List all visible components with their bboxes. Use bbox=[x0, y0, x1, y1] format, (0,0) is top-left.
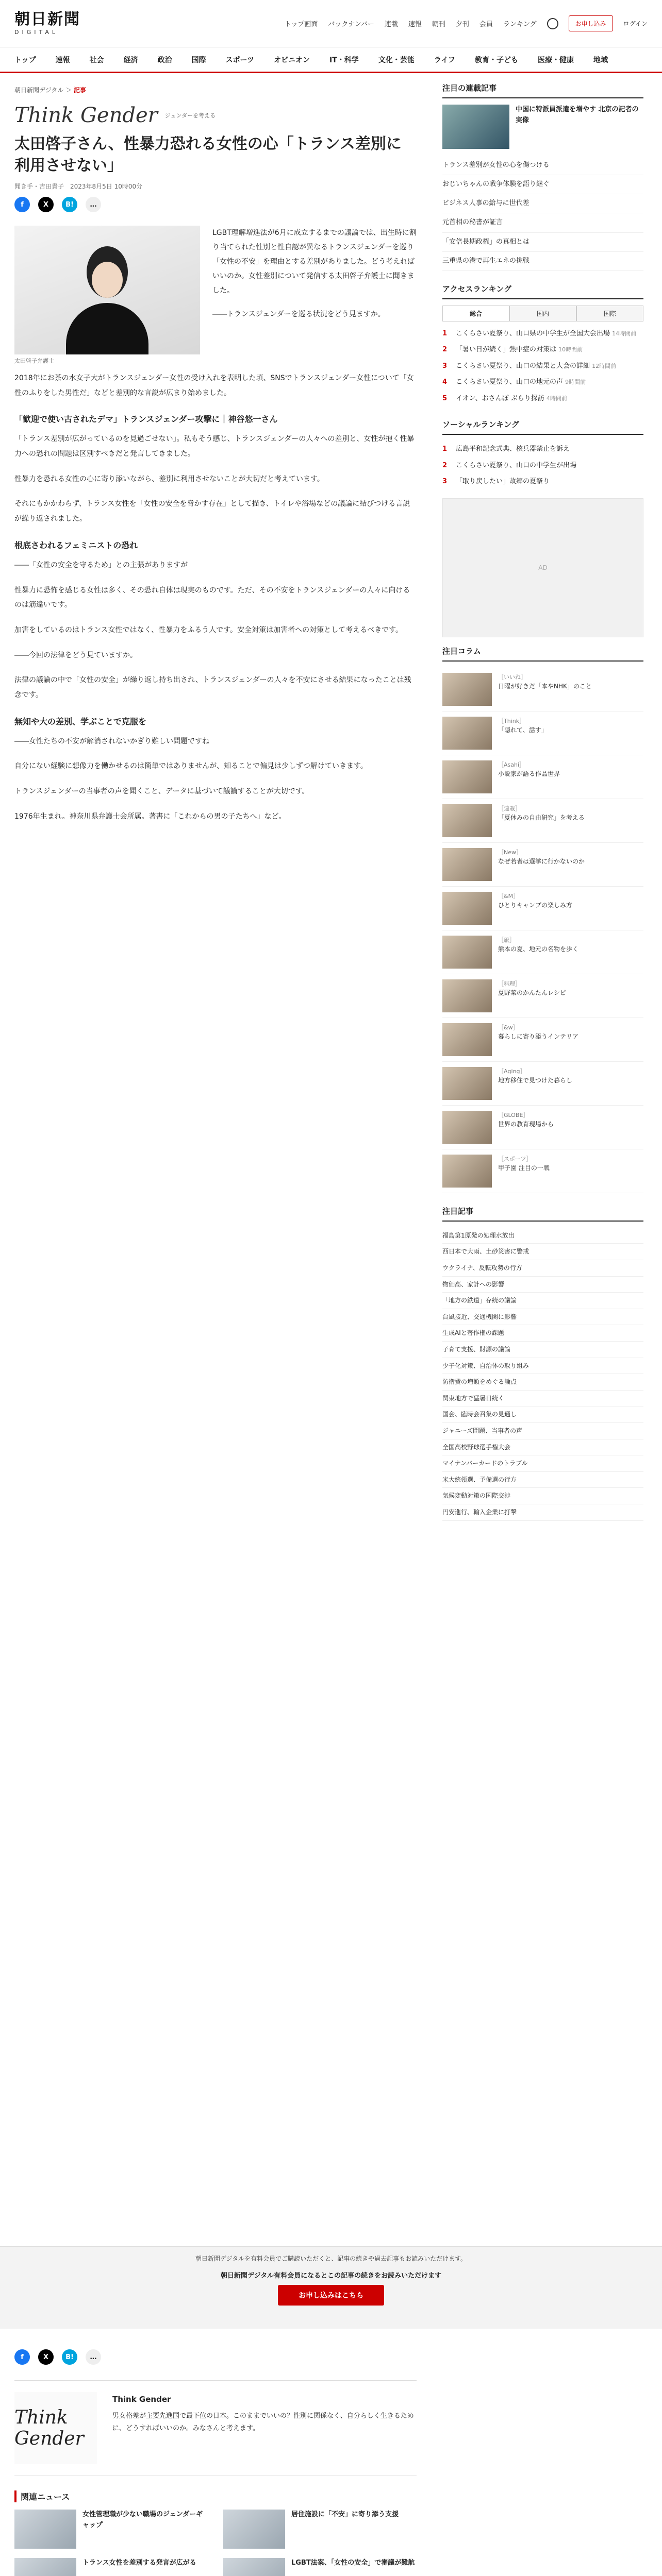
mini-item[interactable]: 西日本で大雨、土砂災害に警戒 bbox=[442, 1244, 643, 1260]
social-item[interactable]: 3 「取り戻したい」故郷の夏祭り bbox=[442, 478, 550, 486]
mini-item[interactable]: マイナンバーカードのトラブル bbox=[442, 1455, 643, 1472]
paragraph: トランスジェンダーの当事者の声を聞くこと、データに基づいて議論することが大切です。 bbox=[14, 787, 309, 795]
hatena-icon[interactable]: B! bbox=[62, 197, 77, 212]
login-button[interactable]: ログイン bbox=[623, 20, 648, 27]
ranking-tabs bbox=[442, 306, 643, 321]
breadcrumb: 朝日新聞デジタル ＞ 記事 bbox=[14, 87, 86, 94]
lead-figure bbox=[14, 226, 417, 365]
portrait-photo[interactable] bbox=[14, 226, 200, 354]
util-link[interactable]: 夕刊 bbox=[455, 21, 469, 28]
tab-international[interactable]: 国際 bbox=[576, 306, 643, 321]
related-item[interactable]: トランス女性を差別する発言が広がる bbox=[14, 2558, 208, 2576]
paragraph: 自分にない経験に想像力を働かせるのは簡単ではありませんが、知ることで偏見は少しずつ解けていきます。 bbox=[14, 762, 368, 771]
sidebar-heading bbox=[442, 82, 643, 98]
util-link[interactable]: 連載 bbox=[384, 21, 398, 28]
nav-item[interactable]: 速報 bbox=[55, 56, 70, 64]
hatena-icon[interactable]: B! bbox=[62, 2349, 77, 2365]
column-heading bbox=[442, 646, 643, 662]
rank-title: こくらさい夏祭り、山口の結果と大会の詳細 bbox=[456, 362, 590, 370]
logo-text: 朝日新聞 bbox=[14, 10, 80, 28]
logo-sub: DIGITAL bbox=[14, 29, 59, 36]
mini-item[interactable]: ジャニーズ問題、当事者の声 bbox=[442, 1423, 643, 1439]
paragraph: 加害をしているのはトランス女性ではなく、性暴力をふるう人です。安全対策は加害者への対策として考えるべきです。 bbox=[14, 625, 403, 634]
crumb-section[interactable]: 記事 bbox=[73, 87, 86, 94]
tab-domestic[interactable]: 国内 bbox=[509, 306, 576, 321]
nav-item[interactable]: 経済 bbox=[123, 56, 138, 64]
rank-time: 12時間前 bbox=[592, 362, 617, 369]
nav-item[interactable]: 社会 bbox=[89, 56, 104, 64]
utility-links bbox=[285, 15, 648, 31]
paragraph: それにもかかわらず、トランス女性を「女性の安全を脅かす存在」として描き、トイレや浴場などの議論に結びつける言説が繰り返されました。 bbox=[14, 500, 410, 523]
x-icon[interactable]: X bbox=[38, 197, 54, 212]
main-nav bbox=[0, 47, 662, 73]
nav-item[interactable]: 文化・芸能 bbox=[378, 56, 415, 64]
mini-item[interactable]: 少子化対策、自治体の取り組み bbox=[442, 1358, 643, 1375]
rank-title: 「暑い日が続く」熱中症の対策は bbox=[456, 346, 557, 354]
share-bar bbox=[14, 197, 417, 212]
column-item[interactable]: ［スポーツ］ 甲子園 注目の一戦 bbox=[442, 1149, 643, 1193]
section-heading: 根底さわれるフェミニストの恐れ bbox=[14, 540, 138, 550]
series-text: 男女格差が主要先進国で最下位の日本。このままでいいの？性別に関係なく、自分らしく生きるために、どうすればいいのか。みなさんと考えます。 bbox=[112, 2412, 414, 2433]
rank-item[interactable]: 1 こくらさい夏祭り、山口県の中学生が全国大会出場 14時間前 bbox=[442, 329, 637, 337]
util-link[interactable]: 会員 bbox=[479, 21, 493, 28]
article bbox=[14, 73, 417, 1521]
paywall-notice: 朝日新聞デジタルを有料会員でご購読いただくと、記事の続きや過去記事もお読みいただけます。 bbox=[195, 2255, 467, 2262]
sidebar-item[interactable]: おじいちゃんの戦争体験を語り継ぐ bbox=[442, 175, 643, 194]
access-title: アクセスランキング bbox=[442, 284, 512, 294]
social-item[interactable]: 2 こくらさい夏祭り、山口の中学生が出場 bbox=[442, 461, 577, 469]
related-item[interactable]: 居住施設に「不安」に寄り添う支援 bbox=[223, 2510, 417, 2549]
util-link[interactable]: ランキング bbox=[503, 21, 537, 28]
subscribe-button[interactable]: お申し込み bbox=[569, 15, 613, 31]
more-icon[interactable]: … bbox=[86, 2349, 101, 2365]
sidebar-item[interactable]: 元首相の秘書が証言 bbox=[442, 213, 643, 232]
column-item[interactable]: ［&w］ 暮らしに寄り添うインテリア bbox=[442, 1018, 643, 1062]
nav-item[interactable]: トップ bbox=[14, 56, 36, 64]
nav-item[interactable]: 教育・子ども bbox=[474, 56, 518, 64]
column-item[interactable]: ［Aging］ 地方移住で見つけた暮らし bbox=[442, 1062, 643, 1106]
mini-item[interactable]: 生成AIと著作権の課題 bbox=[442, 1325, 643, 1342]
social-heading bbox=[442, 419, 643, 435]
nav-item[interactable]: IT・科学 bbox=[329, 56, 359, 64]
paragraph: 「トランス差別が広がっているのを見過ごせない」。私もそう感じ、トランスジェンダーの人々への差別と、女性が抱く性暴力への恐れの問題は区別すべきだと発言してきました。 bbox=[14, 435, 415, 459]
rank-time: 10時間前 bbox=[558, 346, 583, 353]
util-link[interactable]: 速報 bbox=[408, 21, 422, 28]
series-box[interactable] bbox=[14, 2380, 417, 2476]
column-item[interactable]: ［連載］ 「夏休みの自由研究」を考える bbox=[442, 799, 643, 843]
mini-item[interactable]: 国会、臨時会召集の見通し bbox=[442, 1406, 643, 1423]
paywall-message: 朝日新聞デジタル有料会員になるとこの記事の続きをお読みいただけます bbox=[220, 2272, 442, 2280]
mini-item[interactable]: 関東地方で猛暑日続く bbox=[442, 1391, 643, 1407]
thumbnail bbox=[442, 105, 509, 149]
nav-item[interactable]: 政治 bbox=[157, 56, 172, 64]
series-sub: ジェンダーを考える bbox=[164, 112, 216, 119]
nav-item[interactable]: ライフ bbox=[434, 56, 455, 64]
mini-item[interactable]: 子育て支援、財源の議論 bbox=[442, 1342, 643, 1358]
column-item[interactable]: ［旅］ 熊本の夏、地元の名物を歩く bbox=[442, 930, 643, 974]
column-item[interactable]: ［GLOBE］ 世界の教育現場から bbox=[442, 1106, 643, 1149]
rank-title: イオン、おさんぽ ぶらり探訪 bbox=[456, 394, 544, 402]
column-item[interactable]: ［Asahi］ 小説家が語る作品世界 bbox=[442, 755, 643, 799]
rank-time: 9時間前 bbox=[565, 379, 586, 386]
paragraph: ――「女性の安全を守るため」との主張がありますが bbox=[14, 561, 188, 569]
paragraph: 1976年生まれ。神奈川県弁護士会所属。著書に「これからの男の子たちへ」など。 bbox=[14, 812, 286, 821]
util-link[interactable]: 朝刊 bbox=[432, 21, 445, 28]
rank-item[interactable]: 2 「暑い日が続く」熱中症の対策は 10時間前 bbox=[442, 346, 583, 354]
sidebar bbox=[442, 73, 643, 1521]
related-grid bbox=[14, 2510, 417, 2576]
mini-item[interactable]: 福島第1原発の処理水放出 bbox=[442, 1228, 643, 1244]
crumb-site[interactable]: 朝日新聞デジタル bbox=[14, 87, 64, 94]
sidebar-item[interactable]: 三重県の港で再生エネの挑戦 bbox=[442, 252, 643, 271]
column-item[interactable]: ［いいね］ 日曜が好きだ「本やNHK」のこと bbox=[442, 668, 643, 711]
column-item[interactable]: ［New］ なぜ若者は選挙に行かないのか bbox=[442, 843, 643, 887]
site-logo[interactable] bbox=[14, 12, 80, 35]
rank-item[interactable]: 5 イオン、おさんぽ ぶらり探訪 4時間前 bbox=[442, 394, 567, 402]
paragraph: 性暴力に恐怖を感じる女性は多く、その恐れ自体は現実のものです。ただ、その不安をトランスジェンダーの人々に向けるのは筋違いです。 bbox=[14, 586, 410, 609]
access-heading bbox=[442, 283, 643, 299]
x-icon[interactable]: X bbox=[38, 2349, 54, 2365]
ad-slot[interactable]: AD bbox=[442, 498, 643, 637]
column-item[interactable]: ［料理］ 夏野菜のかんたんレシピ bbox=[442, 974, 643, 1018]
related-item[interactable]: LGBT法案、「女性の安全」で審議が難航 bbox=[223, 2558, 417, 2576]
intro-paragraph: LGBT理解増進法が6月に成立するまでの議論では、出生時に割り当てられた性別と性自認が異なるトランスジェンダーを巡り「女性の不安」を理由とする差別がありました。どう考えればいいのか。女性差別について発信する太田啓子弁護士に聞きました。 bbox=[212, 229, 417, 295]
sidebar-lead[interactable] bbox=[442, 105, 643, 149]
photo-caption: 太田啓子弁護士 bbox=[14, 358, 54, 364]
rank-item[interactable]: 3 こくらさい夏祭り、山口の結果と大会の詳細 12時間前 bbox=[442, 362, 617, 370]
column-item[interactable]: ［Think］ 「隠れて、話す」 bbox=[442, 711, 643, 755]
sidebar-title: 注目の連載記事 bbox=[442, 83, 497, 93]
article-body bbox=[14, 371, 417, 824]
rank-time: 14時間前 bbox=[612, 330, 637, 337]
series-title: Think Gender bbox=[112, 2395, 171, 2404]
column-item[interactable]: ［&M］ ひとりキャンプの楽しみ方 bbox=[442, 887, 643, 930]
paywall-subscribe-button[interactable]: お申し込みはこちら bbox=[278, 2285, 384, 2306]
share-bar-bottom bbox=[14, 2349, 417, 2365]
related-link-heading[interactable]: 「歓迎で使い古されたデマ」トランスジェンダー攻撃に｜神谷悠一さん bbox=[14, 414, 278, 425]
nav-item[interactable]: スポーツ bbox=[225, 56, 255, 64]
series-logo[interactable] bbox=[14, 104, 417, 127]
nav-item[interactable]: 国際 bbox=[191, 56, 206, 64]
social-title: ソーシャルランキング bbox=[442, 420, 519, 430]
mini-item[interactable]: ウクライナ、反転攻勢の行方 bbox=[442, 1260, 643, 1277]
facebook-icon[interactable]: f bbox=[14, 197, 30, 212]
series-logo-box: Think Gender bbox=[14, 2392, 97, 2464]
series-desc bbox=[112, 2392, 417, 2464]
mini-title: 注目記事 bbox=[442, 1206, 474, 1216]
mini-item[interactable]: 円安進行、輸入企業に打撃 bbox=[442, 1504, 643, 1521]
sidebar-lead-title: 中国に特派員派遣を増やす 北京の記者の実像 bbox=[516, 106, 639, 124]
nav-item[interactable]: 医療・健康 bbox=[537, 56, 574, 64]
rank-title: こくらさい夏祭り、山口の地元の声 bbox=[456, 378, 564, 386]
related-item[interactable]: 女性管理職が少ない職場のジェンダーギャップ bbox=[14, 2510, 208, 2549]
rank-item[interactable]: 4 こくらさい夏祭り、山口の地元の声 9時間前 bbox=[442, 378, 586, 386]
paragraph: 2018年にお茶の水女子大がトランスジェンダー女性の受け入れを表明した頃、SNSでトランスジェンダー女性について「女性のふりをした男性だ」などと差別的な言説が広まり始めました。 bbox=[14, 374, 414, 397]
mini-item[interactable]: 台風接近、交通機関に影響 bbox=[442, 1309, 643, 1326]
search-icon[interactable] bbox=[547, 18, 558, 29]
sidebar-item[interactable]: 「安倍長期政権」の真相とは bbox=[442, 233, 643, 252]
nav-item[interactable]: オピニオン bbox=[274, 56, 310, 64]
mini-heading bbox=[442, 1206, 643, 1222]
top-header bbox=[0, 0, 662, 47]
article-meta: 聞き手・吉田貴子 2023年8月5日 10時00分 bbox=[14, 183, 143, 190]
sidebar-item[interactable]: トランス差別が女性の心を傷つける bbox=[442, 156, 643, 175]
paywall-bar bbox=[0, 2246, 662, 2329]
nav-item[interactable]: 地域 bbox=[593, 56, 608, 64]
more-icon[interactable]: … bbox=[86, 197, 101, 212]
mini-item[interactable]: 全国高校野球選手権大会 bbox=[442, 1439, 643, 1456]
related-heading: 関連ニュース bbox=[14, 2490, 417, 2502]
mini-list bbox=[442, 1228, 643, 1521]
section-heading: 無知や大の差別、学ぶことで克服を bbox=[14, 716, 147, 726]
paragraph: 法律の議論の中で「女性の安全」が繰り返し持ち出され、トランスジェンダーの人々を不安にさせる結果になったことは残念です。 bbox=[14, 676, 411, 699]
mini-item[interactable]: 気候変動対策の国際交渉 bbox=[442, 1488, 643, 1504]
mini-item[interactable]: 「地方の鉄道」存続の議論 bbox=[442, 1293, 643, 1309]
util-link[interactable]: バックナンバー bbox=[328, 21, 374, 28]
social-item[interactable]: 1 広島平和記念式典、核兵器禁止を訴え bbox=[442, 445, 570, 453]
rank-time: 4時間前 bbox=[546, 395, 567, 402]
intro-quote: ――トランスジェンダーを巡る状況をどう見ますか。 bbox=[212, 310, 385, 318]
series-mark: Think Gender bbox=[14, 104, 158, 127]
mini-item[interactable]: 米大統領選、予備選の行方 bbox=[442, 1472, 643, 1488]
sidebar-item[interactable]: ビジネス人事の給与に世代差 bbox=[442, 194, 643, 213]
mini-item[interactable]: 物価高、家計への影響 bbox=[442, 1277, 643, 1293]
paragraph: ――今回の法律をどう見ていますか。 bbox=[14, 651, 137, 659]
util-link[interactable]: トップ画面 bbox=[284, 21, 318, 28]
tab-all[interactable]: 総合 bbox=[442, 306, 509, 321]
paragraph: 性暴力を恐れる女性の心に寄り添いながら、差別に利用させないことが大切だと考えています。 bbox=[14, 474, 324, 483]
page-title: 太田啓子さん、性暴力恐れる女性の心「トランス差別に利用させない」 bbox=[14, 135, 402, 175]
lower-content bbox=[14, 2349, 417, 2576]
column-title: 注目コラム bbox=[442, 646, 481, 656]
intro-text bbox=[212, 226, 417, 365]
facebook-icon[interactable]: f bbox=[14, 2349, 30, 2365]
rank-title: こくらさい夏祭り、山口県の中学生が全国大会出場 bbox=[456, 329, 610, 337]
mini-item[interactable]: 防衛費の増額をめぐる論点 bbox=[442, 1374, 643, 1391]
paragraph: ――女性たちの不安が解消されないかぎり難しい問題ですね bbox=[14, 737, 209, 745]
